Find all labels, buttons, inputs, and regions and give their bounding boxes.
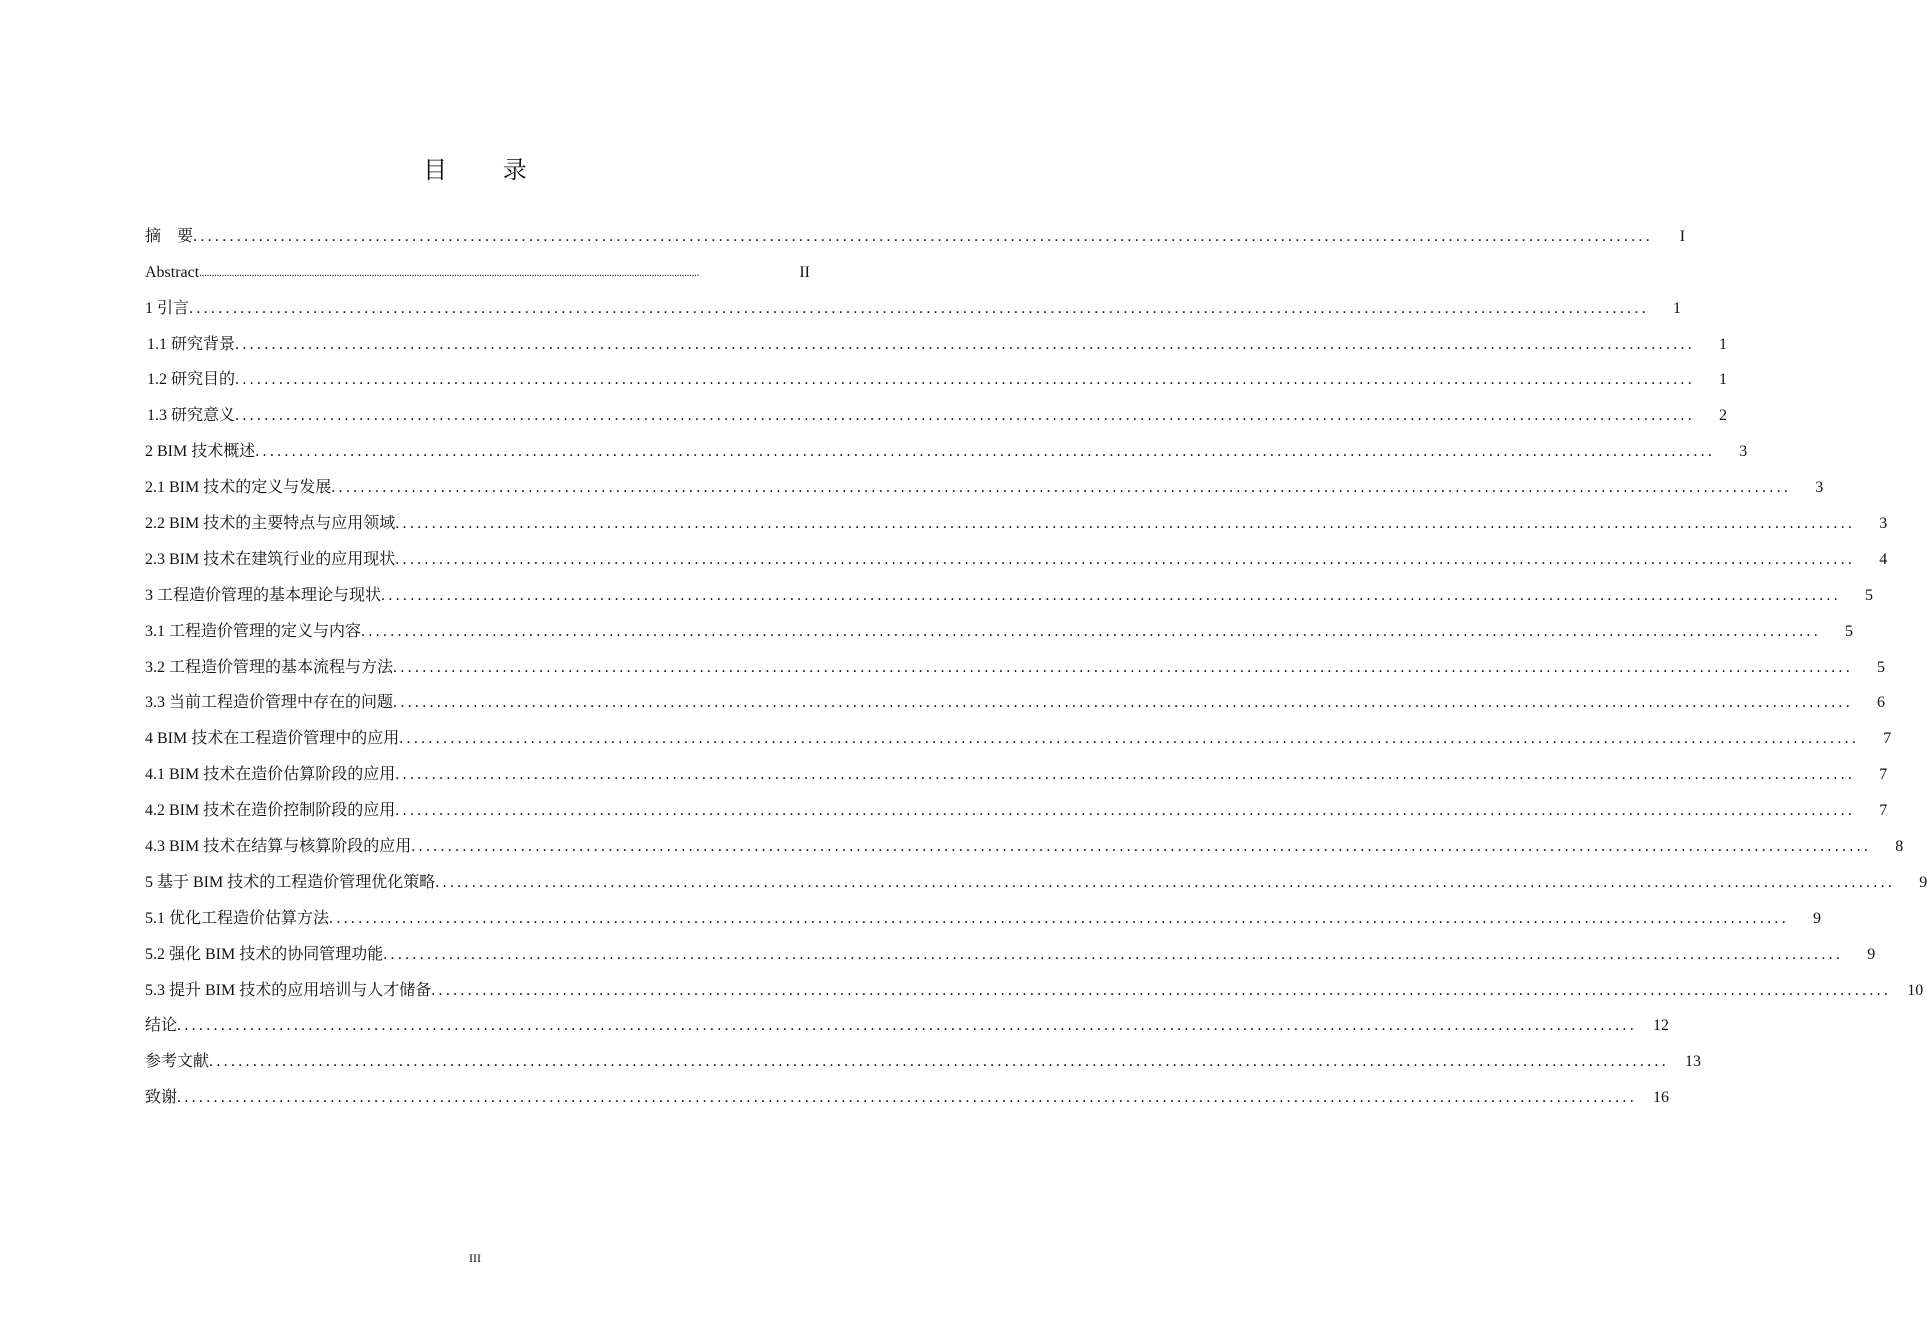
toc-entry-label: 4.2 BIM 技术在造价控制阶段的应用 [145,802,396,820]
toc-dot-leader: ........................................................................................................................................................................................................ [411,838,1872,856]
toc-entry[interactable] [145,210,1686,246]
toc-entry-page: 3 [1815,479,1824,497]
toc-entry-page: 3 [1739,443,1748,461]
toc-entry[interactable] [145,354,1728,390]
toc-entry-page: 16 [1653,1089,1670,1107]
toc-dot-leader: ........................................................................................................................................................................................................ [329,909,1790,927]
toc-entry[interactable] [145,246,810,282]
toc-dot-leader: ........................................................................................................................................................................................................ [193,227,1654,245]
toc-entry[interactable] [145,461,1824,497]
toc-entry-page: I [1679,227,1686,245]
toc-entry-page: 9 [1919,873,1927,891]
toc-entry-label: 3.2 工程造价管理的基本流程与方法 [145,658,394,676]
toc-entry[interactable] [145,533,1888,569]
toc-entry[interactable] [145,892,1822,928]
toc-entry-page: 5 [1845,622,1854,640]
toc-entry-page: 13 [1685,1053,1702,1071]
toc-entry-page: 12 [1653,1017,1670,1035]
toc-entry-label: 5.1 优化工程造价估算方法 [145,909,330,927]
toc-entry-page: 5 [1865,586,1874,604]
toc-entry-page: II [799,263,810,281]
toc-entry-page: 4 [1879,550,1888,568]
toc-entry[interactable] [145,1035,1702,1071]
toc-entry[interactable] [145,605,1854,641]
toc-entry-label: 1.2 研究目的 [147,371,236,389]
page-number: III [469,1251,481,1265]
toc-entry-page: 1 [1673,299,1682,317]
toc-entry[interactable] [145,964,1924,1000]
toc-entry-page: 1 [1719,371,1728,389]
toc-entry-label: 1.1 研究背景 [147,335,236,353]
toc-entry-page: 3 [1879,515,1888,533]
table-of-contents [145,210,1927,1107]
toc-entry[interactable] [145,748,1888,784]
toc-entry-page: 9 [1813,909,1822,927]
toc-dot-leader: ........................................................................................................................................................................................................ [431,981,1892,999]
toc-entry[interactable] [145,784,1888,820]
toc-entry-label: Abstract [145,263,200,281]
toc-dot-leader: ........................................................................................................................................................................................................ [199,267,700,279]
toc-entry-page: 2 [1719,407,1728,425]
toc-entry-label: 5 基于 BIM 技术的工程造价管理优化策略 [145,873,436,891]
toc-entry-label: 3.1 工程造价管理的定义与内容 [145,622,362,640]
toc-dot-leader: ........................................................................................................................................................................................................ [209,1053,1670,1071]
toc-dot-leader: ........................................................................................................................................................................................................ [235,335,1696,353]
toc-entry[interactable] [145,641,1886,677]
toc-entry-label: 2.3 BIM 技术在建筑行业的应用现状 [145,550,396,568]
toc-dot-leader: ........................................................................................................................................................................................................ [189,299,1650,317]
toc-dot-leader: ........................................................................................................................................................................................................ [393,694,1854,712]
toc-entry[interactable] [145,569,1874,605]
toc-dot-leader: ........................................................................................................................................................................................................ [235,371,1696,389]
toc-entry-label: 参考文献 [145,1053,210,1071]
toc-entry-page: 1 [1719,335,1728,353]
toc-entry[interactable] [145,389,1728,425]
toc-dot-leader: ........................................................................................................................................................................................................ [177,1017,1638,1035]
toc-entry-label: 摘 要 [145,227,194,245]
toc-dot-leader: ........................................................................................................................................................................................................ [331,479,1792,497]
toc-entry[interactable] [145,677,1886,713]
toc-entry-page: 7 [1879,802,1888,820]
toc-title: 目 录 [423,156,551,184]
toc-dot-leader: ........................................................................................................................................................................................................ [395,766,1856,784]
toc-entry-label: 2 BIM 技术概述 [145,443,256,461]
toc-dot-leader: ........................................................................................................................................................................................................ [395,515,1856,533]
toc-dot-leader: ........................................................................................................................................................................................................ [393,658,1854,676]
toc-entry[interactable] [145,282,1682,318]
toc-entry[interactable] [145,712,1892,748]
toc-entry-label: 4.3 BIM 技术在结算与核算阶段的应用 [145,838,412,856]
toc-dot-leader: ........................................................................................................................................................................................................ [395,550,1856,568]
toc-entry-label: 4.1 BIM 技术在造价估算阶段的应用 [145,766,396,784]
toc-entry-label: 3.3 当前工程造价管理中存在的问题 [145,694,394,712]
toc-dot-leader: ........................................................................................................................................................................................................ [235,407,1696,425]
toc-entry[interactable] [145,497,1888,533]
toc-dot-leader: ........................................................................................................................................................................................................ [361,622,1822,640]
toc-dot-leader: ........................................................................................................................................................................................................ [399,730,1860,748]
toc-entry[interactable] [145,318,1728,354]
toc-dot-leader: ........................................................................................................................................................................................................ [383,945,1844,963]
toc-entry-page: 6 [1877,694,1886,712]
toc-entry[interactable] [145,856,1927,892]
toc-dot-leader: ........................................................................................................................................................................................................ [177,1089,1638,1107]
toc-entry[interactable] [145,425,1748,461]
toc-entry-label: 3 工程造价管理的基本理论与现状 [145,586,382,604]
toc-entry-label: 5.3 提升 BIM 技术的应用培训与人才储备 [145,981,432,999]
toc-entry-page: 9 [1867,945,1876,963]
toc-entry-label: 4 BIM 技术在工程造价管理中的应用 [145,730,400,748]
toc-dot-leader: ........................................................................................................................................................................................................ [395,802,1856,820]
toc-dot-leader: ........................................................................................................................................................................................................ [255,443,1716,461]
toc-entry-label: 1.3 研究意义 [147,407,236,425]
toc-entry[interactable] [145,1071,1670,1107]
toc-entry[interactable] [145,928,1876,964]
toc-entry-label: 2.1 BIM 技术的定义与发展 [145,479,332,497]
toc-entry-page: 7 [1883,730,1892,748]
toc-entry[interactable] [145,820,1904,856]
toc-entry-label: 2.2 BIM 技术的主要特点与应用领域 [145,515,396,533]
toc-dot-leader: ........................................................................................................................................................................................................ [435,873,1896,891]
toc-entry-page: 10 [1907,981,1924,999]
toc-entry-page: 8 [1895,838,1904,856]
toc-entry-label: 1 引言 [145,299,190,317]
toc-entry-label: 5.2 强化 BIM 技术的协同管理功能 [145,945,384,963]
toc-entry-page: 5 [1877,658,1886,676]
toc-entry-label: 致谢 [145,1089,178,1107]
toc-entry[interactable] [145,1000,1670,1036]
toc-dot-leader: ........................................................................................................................................................................................................ [381,586,1842,604]
toc-entry-label: 结论 [145,1017,178,1035]
toc-entry-page: 7 [1879,766,1888,784]
